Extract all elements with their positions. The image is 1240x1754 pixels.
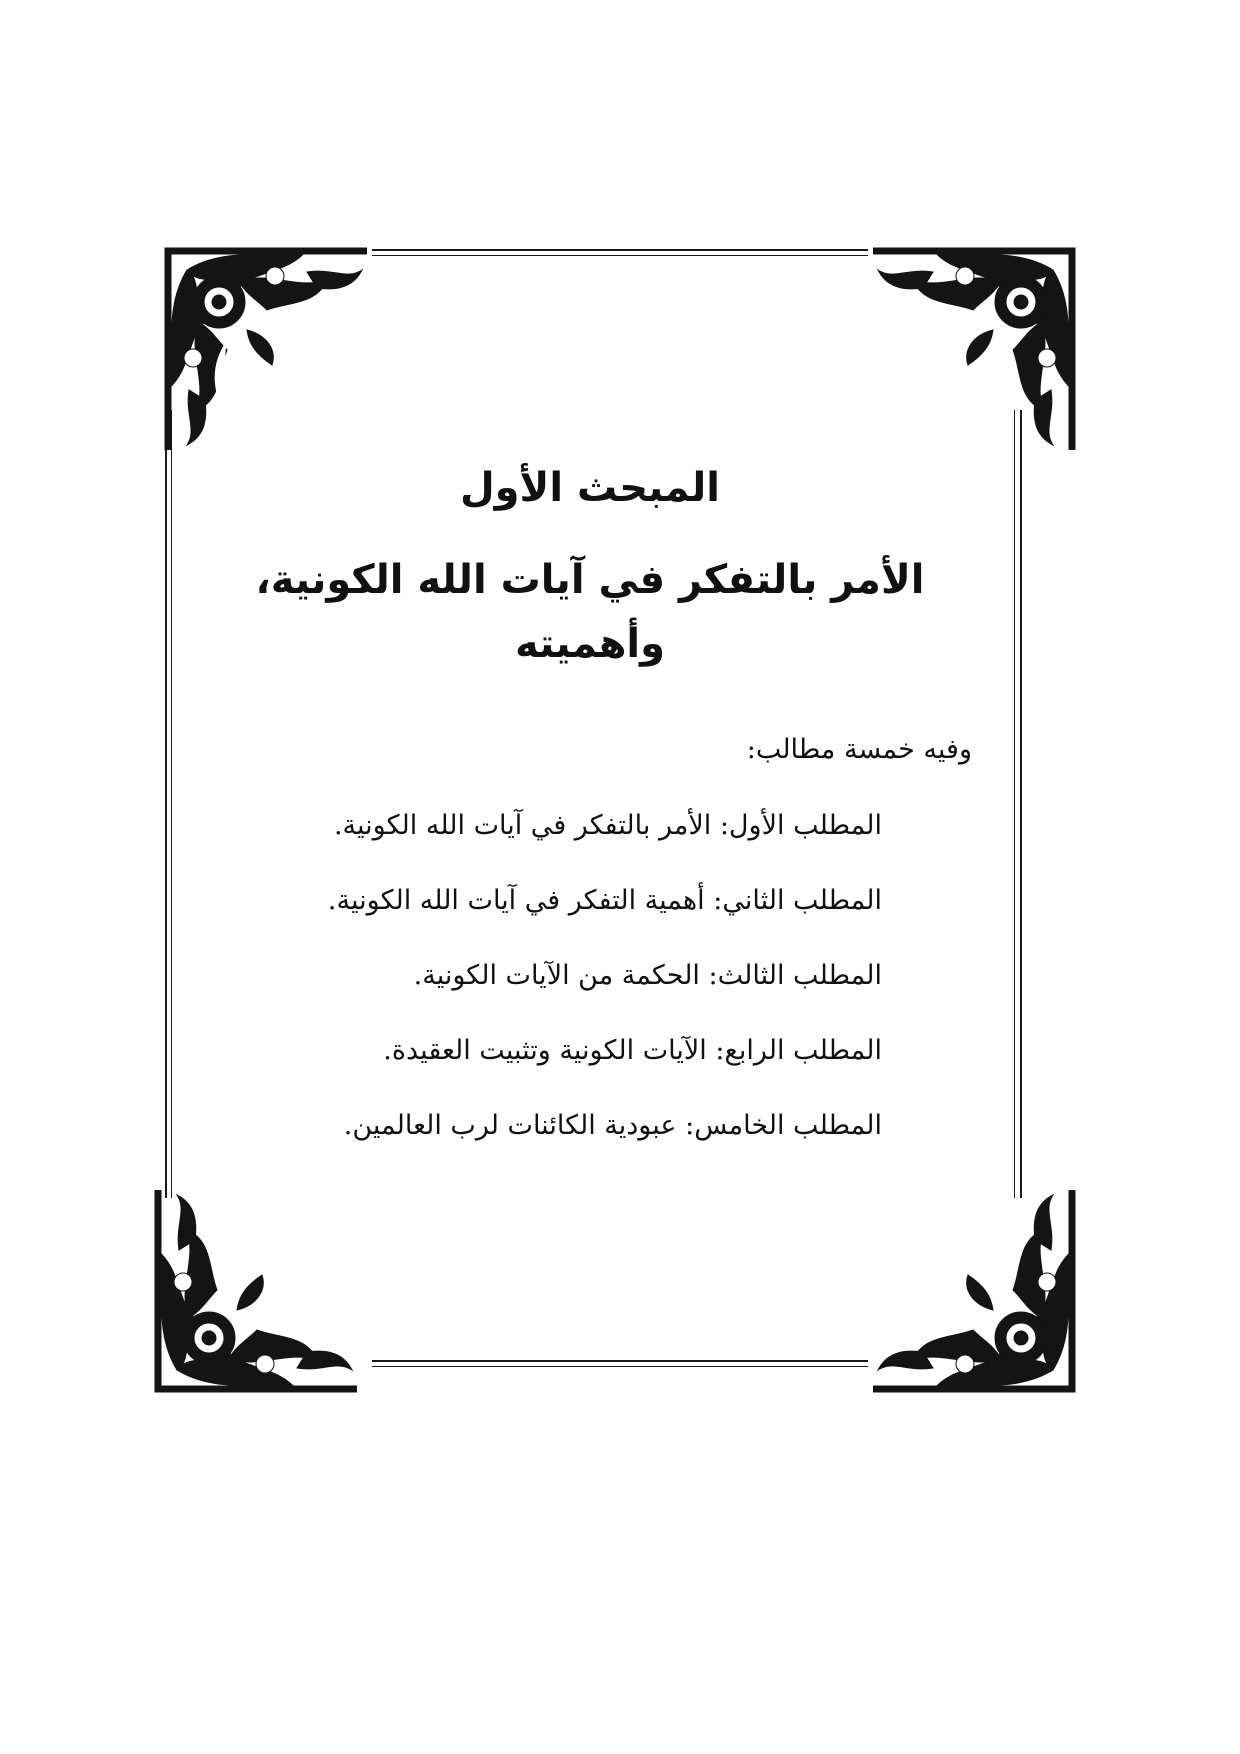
frame-left-line: [165, 410, 167, 1198]
frame-bottom-inner-line: [372, 1366, 868, 1367]
toc-item-text: عبودية الكائنات لرب العالمين.: [343, 1110, 677, 1141]
list-item: [262, 1031, 882, 1106]
toc-item-label: المطلب الرابع:: [715, 1035, 882, 1066]
frame-left-inner-line: [171, 410, 172, 1198]
list-item: [262, 881, 882, 956]
arabesque-ornament-icon: [873, 240, 1083, 450]
frame-right-inner-line: [1014, 410, 1015, 1198]
list-item: [262, 806, 882, 881]
frame-bottom-line: [372, 1360, 868, 1362]
arabesque-ornament-icon: [147, 1190, 357, 1400]
ornament-corner-top-right: [873, 240, 1083, 450]
toc-intro: وفيه خمسة مطالب:: [746, 734, 972, 765]
toc-item-label: المطلب الثاني:: [713, 885, 882, 916]
section-subtitle: الأمر بالتفكر في آيات الله الكونية، وأهميته: [255, 557, 925, 667]
ornament-corner-bottom-right: [873, 1190, 1083, 1400]
arabesque-ornament-icon: [157, 240, 367, 450]
toc-list: [262, 806, 882, 1181]
toc-item-text: الأمر بالتفكر في آيات الله الكونية.: [333, 810, 712, 841]
toc-item-label: المطلب الخامس:: [685, 1110, 882, 1141]
toc-item-text: الحكمة من الآيات الكونية.: [413, 960, 700, 991]
ornament-corner-top-left: [157, 240, 367, 450]
toc-item-text: الآيات الكونية وتثبيت العقيدة.: [383, 1035, 707, 1066]
frame-top-line: [372, 249, 868, 251]
section-title: المبحث الأول: [459, 465, 721, 511]
ornament-corner-bottom-left: [147, 1190, 357, 1400]
list-item: [262, 1106, 882, 1181]
list-item: [262, 956, 882, 1031]
arabesque-ornament-icon: [873, 1190, 1083, 1400]
frame-right-line: [1020, 410, 1022, 1198]
toc-item-label: المطلب الأول:: [719, 810, 882, 841]
toc-item-text: أهمية التفكر في آيات الله الكونية.: [327, 885, 705, 916]
toc-item-label: المطلب الثالث:: [708, 960, 882, 991]
frame-top-inner-line: [372, 255, 868, 256]
